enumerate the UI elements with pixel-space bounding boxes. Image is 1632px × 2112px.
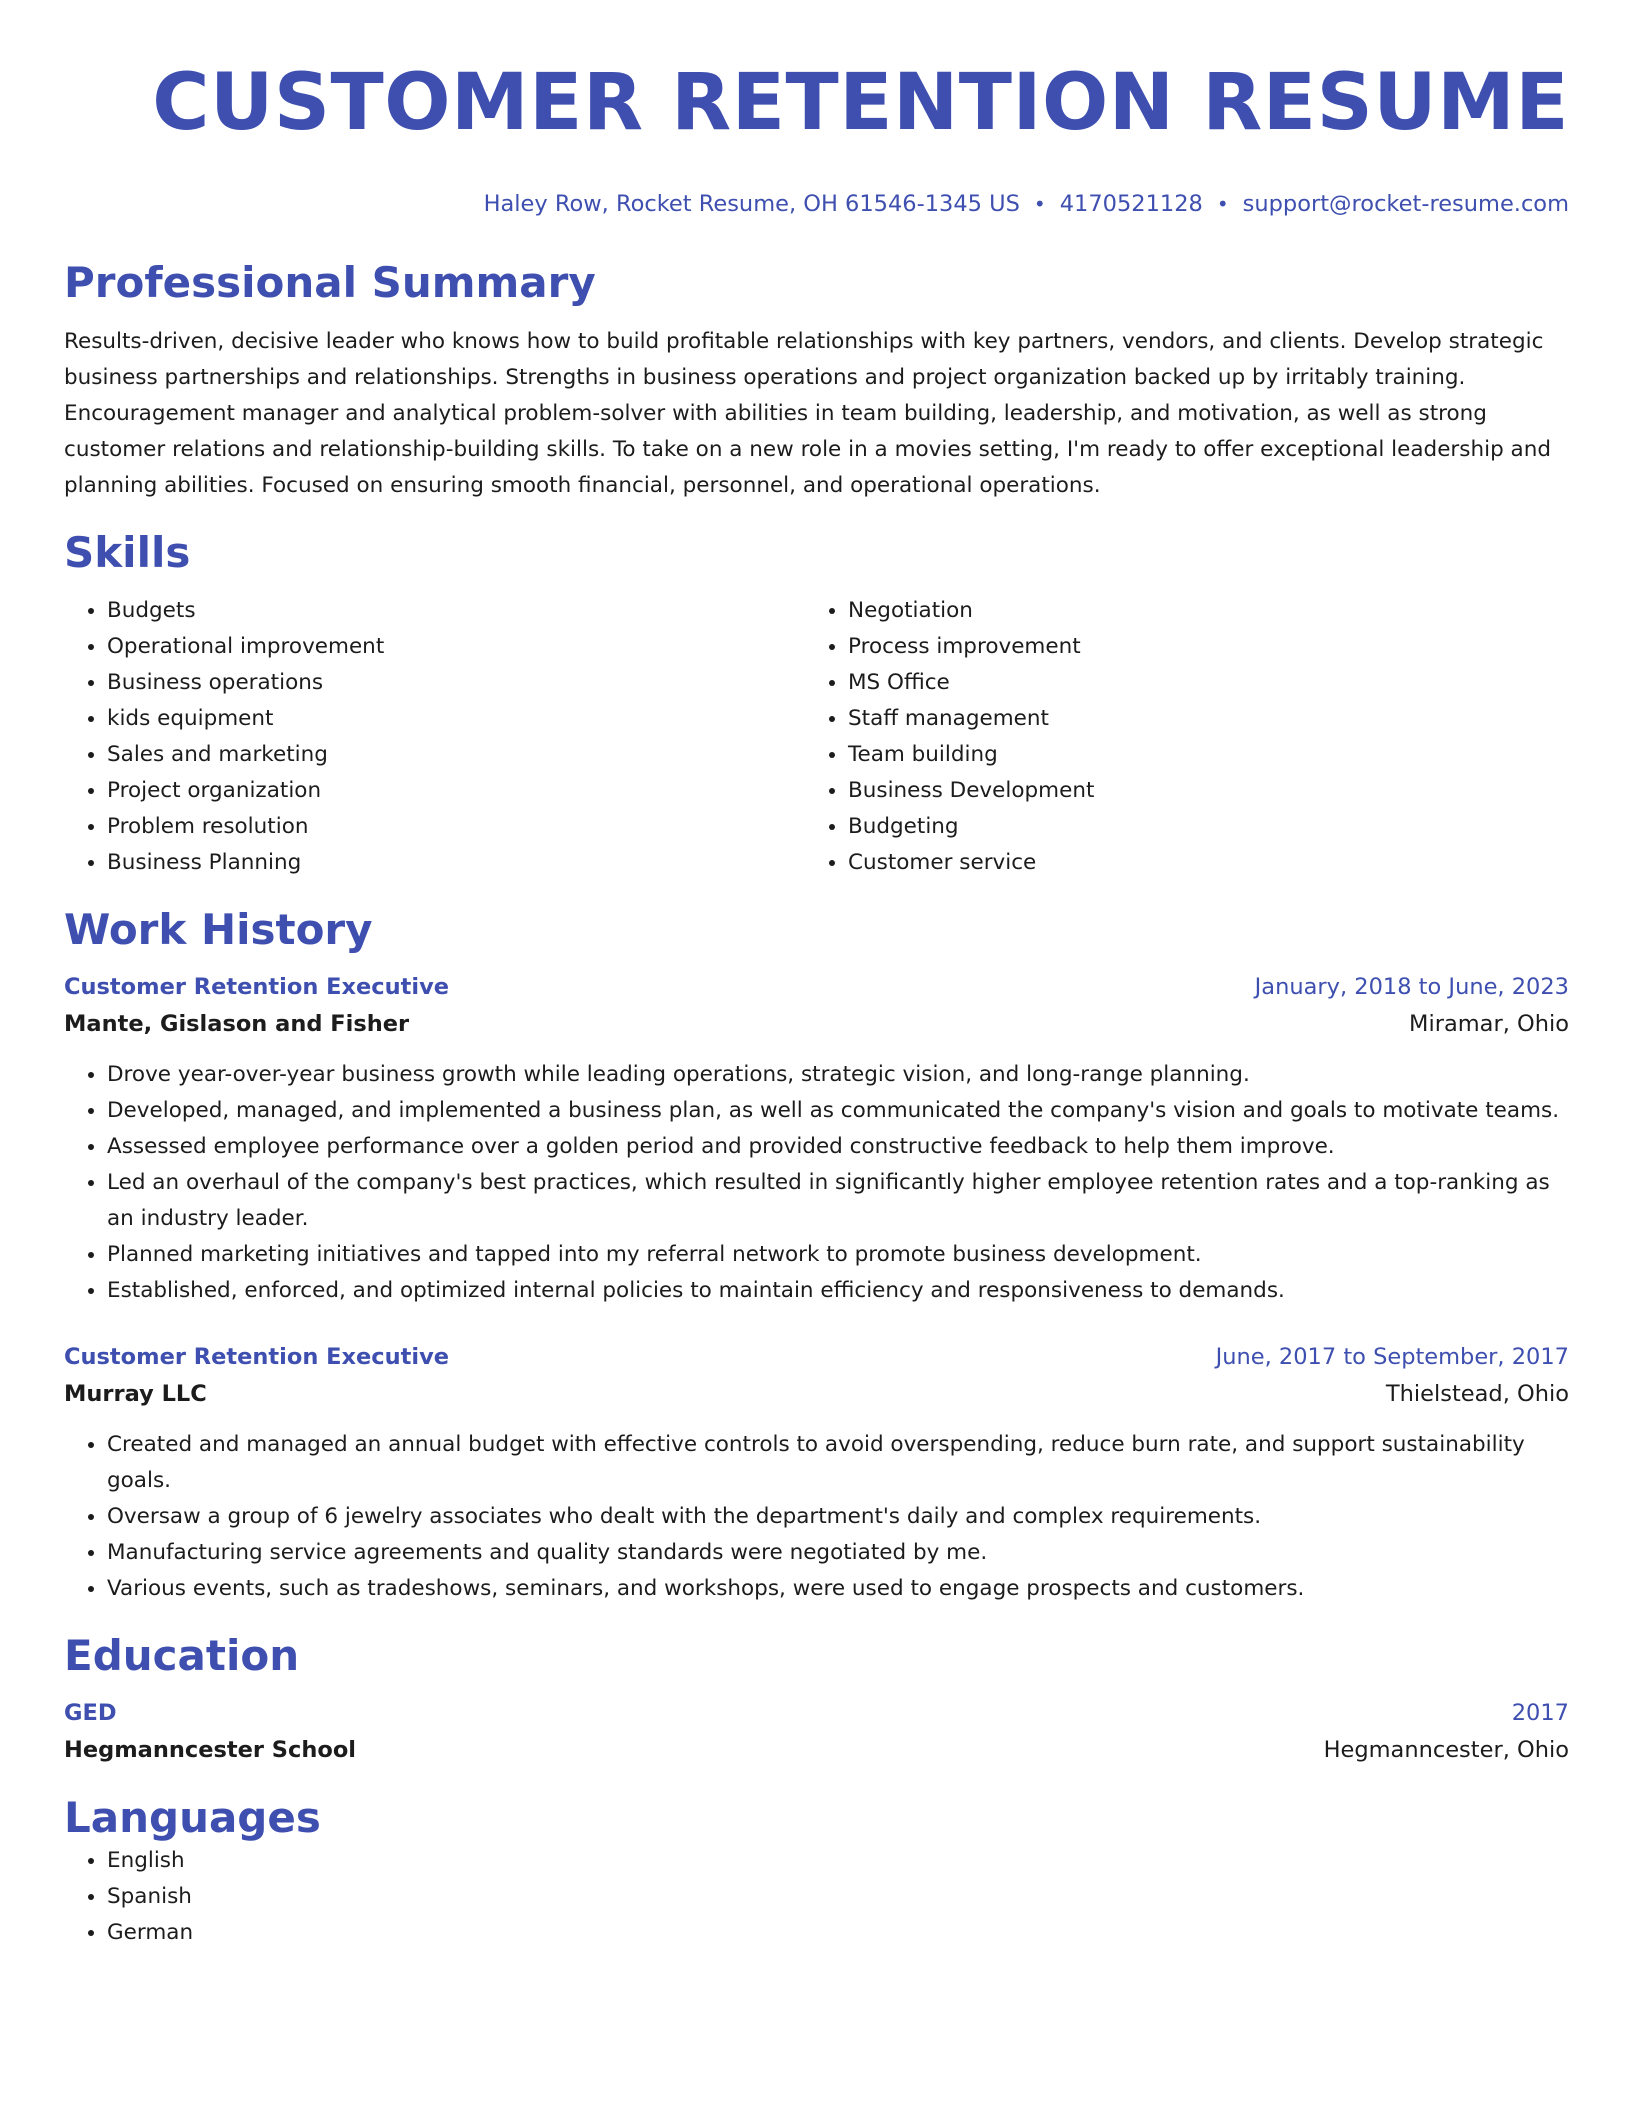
skill-item: • Sales and marketing — [107, 737, 805, 773]
section-title-languages: Languages — [64, 1793, 321, 1842]
skill-item: • Budgeting — [848, 809, 1569, 845]
education-section — [64, 1631, 1569, 1769]
skills-section — [64, 528, 1569, 881]
section-title-skills: Skills — [64, 528, 191, 577]
job-title: Customer Retention Executive — [64, 974, 450, 1000]
skills-list-right — [805, 593, 1569, 881]
resume-name: CUSTOMER RETENTION RESUME — [152, 58, 1569, 148]
job-entry — [64, 969, 1569, 1309]
section-title-education: Education — [64, 1631, 300, 1680]
job-bullet: • Assessed employee performance over a golden period and provided constructive feedback to help them improve. — [107, 1129, 1569, 1165]
job-dates: June, 2017 to September, 2017 — [1215, 1344, 1569, 1370]
job-location: Miramar, Ohio — [1409, 1011, 1569, 1037]
languages-section — [64, 1793, 1569, 1951]
skills-columns — [64, 593, 1569, 881]
job-dates: January, 2018 to June, 2023 — [1254, 974, 1569, 1000]
skill-item: • kids equipment — [107, 701, 805, 737]
job-header — [64, 1339, 1569, 1376]
contact-separator: • — [1033, 192, 1046, 216]
job-location: Thielstead, Ohio — [1385, 1381, 1569, 1407]
skill-item: • Project organization — [107, 773, 805, 809]
job-entry — [64, 1339, 1569, 1607]
job-bullet: • Created and managed an annual budget with effective controls to avoid overspending, reduce burn rate, and support sustainability goals. — [107, 1427, 1569, 1499]
education-location: Hegmanncester, Ohio — [1323, 1737, 1569, 1763]
contact-phone: 4170521128 — [1059, 191, 1203, 217]
skill-item: • Budgets — [107, 593, 805, 629]
work-history-section — [64, 905, 1569, 1607]
job-bullets — [64, 1427, 1569, 1607]
job-header — [64, 969, 1569, 1006]
skill-item: • Staff management — [848, 701, 1569, 737]
job-bullet: • Established, enforced, and optimized internal policies to maintain efficiency and responsiveness to demands. — [107, 1273, 1569, 1309]
job-subheader — [64, 1006, 1569, 1043]
summary-text: Results-driven, decisive leader who knows how to build profitable relationships with key partners, vendors, and clients. Develop strategic business partnerships and relationships. Strengths in business operations and project organization backed up by irritably training. Encouragement manager and analytical problem-solver with abilities in team building, leadership, and motivation, as well as strong customer relations and relationship-building skills. To take on a new role in a movies setting, I'm ready to offer exceptional leadership and planning abilities. Focused on ensuring smooth financial, personnel, and operational operations. — [64, 329, 1551, 498]
skill-item: • Customer service — [848, 845, 1569, 881]
job-bullet: • Drove year-over-year business growth while leading operations, strategic vision, and long-range planning. — [107, 1057, 1569, 1093]
job-bullets — [64, 1057, 1569, 1309]
education-year: 2017 — [1511, 1700, 1569, 1726]
job-bullet: • Manufacturing service agreements and quality standards were negotiated by me. — [107, 1535, 1569, 1571]
section-title-work-history: Work History — [64, 905, 373, 954]
language-item: • English — [107, 1843, 1569, 1879]
skill-item: • Team building — [848, 737, 1569, 773]
skill-item: • Negotiation — [848, 593, 1569, 629]
education-entry — [64, 1695, 1569, 1769]
education-header — [64, 1695, 1569, 1732]
contact-separator: • — [1216, 192, 1229, 216]
skill-item: • Business operations — [107, 665, 805, 701]
job-bullet: • Various events, such as tradeshows, seminars, and workshops, were used to engage prospects and customers. — [107, 1571, 1569, 1607]
job-bullet: • Developed, managed, and implemented a business plan, as well as communicated the company's vision and goals to motivate teams. — [107, 1093, 1569, 1129]
language-item: • Spanish — [107, 1879, 1569, 1915]
skill-item: • Problem resolution — [107, 809, 805, 845]
job-bullet: • Oversaw a group of 6 jewelry associates who dealt with the department's daily and complex requirements. — [107, 1499, 1569, 1535]
skill-item: • Business Development — [848, 773, 1569, 809]
languages-list — [64, 1843, 1569, 1951]
job-subheader — [64, 1376, 1569, 1413]
skill-item: • Business Planning — [107, 845, 805, 881]
education-subheader — [64, 1732, 1569, 1769]
language-item: • German — [107, 1915, 1569, 1951]
job-title: Customer Retention Executive — [64, 1344, 450, 1370]
contact-email[interactable]: support@rocket-resume.com — [1242, 191, 1569, 217]
job-company: Murray LLC — [64, 1381, 207, 1407]
education-school: Hegmanncester School — [64, 1737, 356, 1763]
skills-list-left — [64, 593, 805, 881]
job-company: Mante, Gislason and Fisher — [64, 1011, 410, 1037]
section-title-summary: Professional Summary — [64, 258, 596, 307]
professional-summary-section — [64, 258, 1569, 504]
skill-item: • Process improvement — [848, 629, 1569, 665]
job-bullet: • Planned marketing initiatives and tapped into my referral network to promote business development. — [107, 1237, 1569, 1273]
skill-item: • MS Office — [848, 665, 1569, 701]
contact-address: Haley Row, Rocket Resume, OH 61546-1345 US — [483, 191, 1020, 217]
contact-line — [64, 190, 1569, 218]
job-bullet: • Led an overhaul of the company's best practices, which resulted in significantly higher employee retention rates and a top-ranking as an industry leader. — [107, 1165, 1569, 1237]
education-degree: GED — [64, 1700, 117, 1726]
skill-item: • Operational improvement — [107, 629, 805, 665]
